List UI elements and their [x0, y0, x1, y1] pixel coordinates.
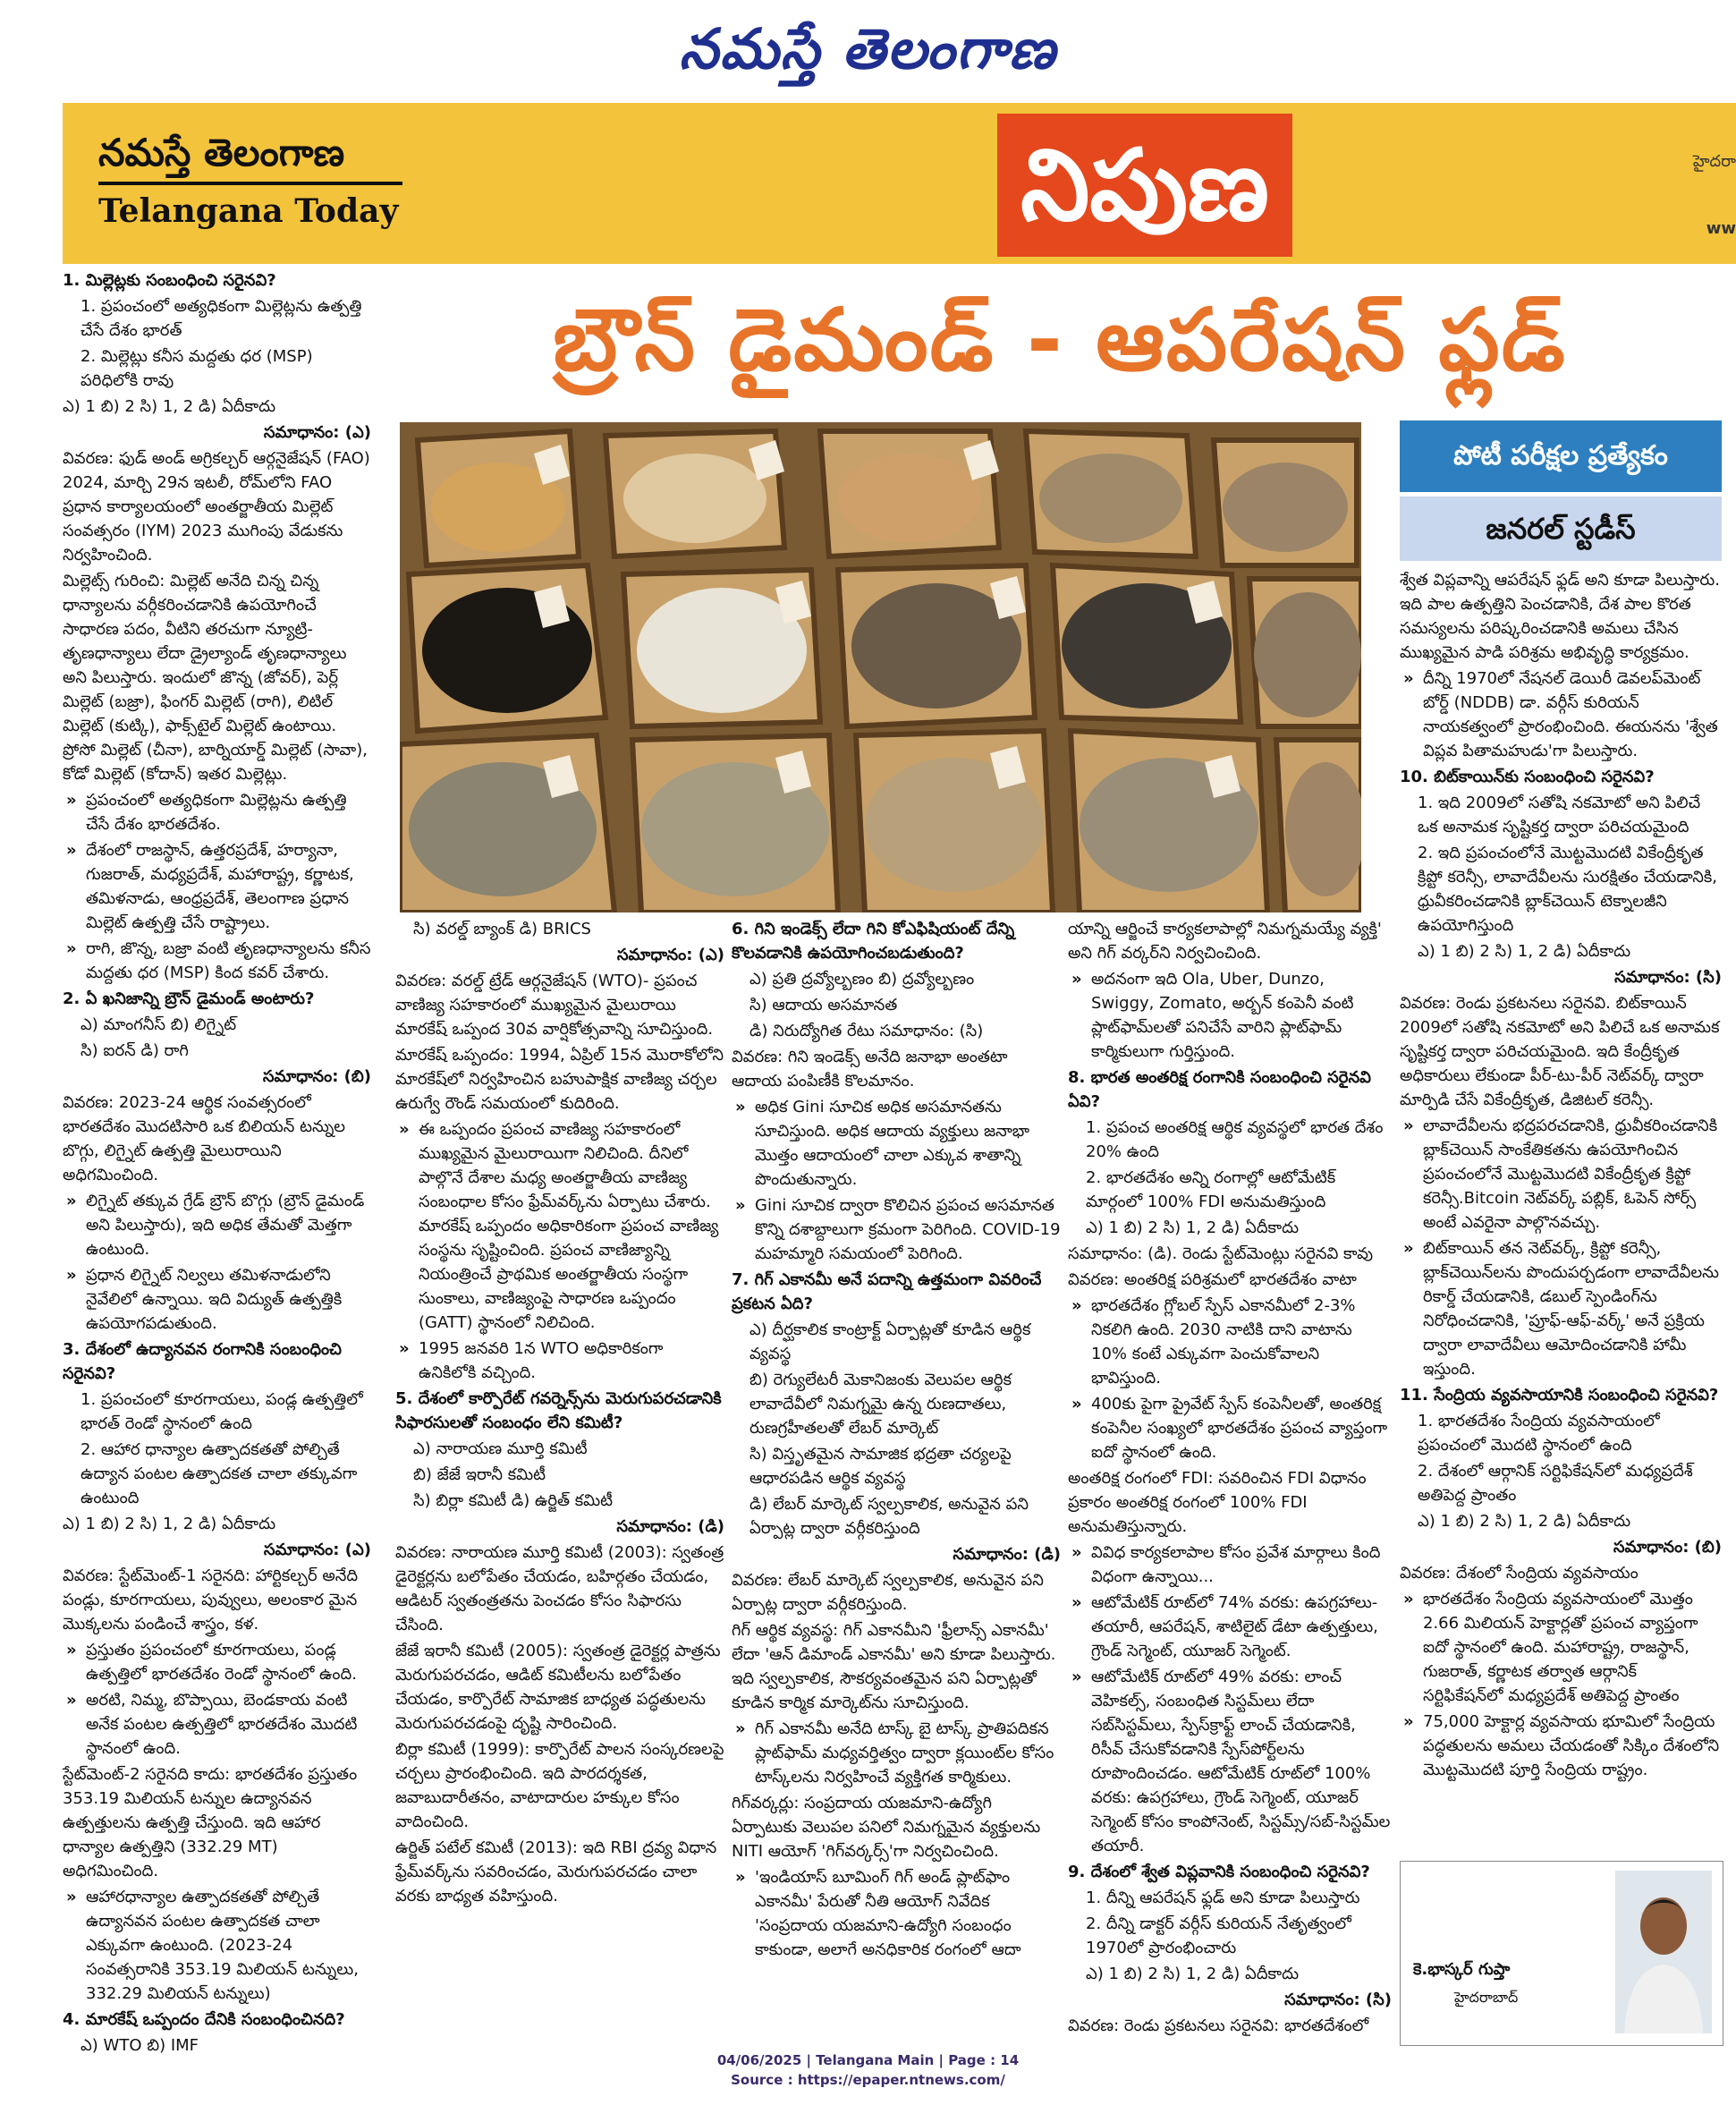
article-paragraph: » గిగ్ ఎకానమీ అనేది టాస్క్ బై టాస్క్ ప్రాతిపదికన ప్లాట్‌ఫామ్ మధ్యవర్తిత్వం ద్వారా క్లయింట్‌ల కోసం టాస్క్‌లను నిర్వహించే వ్యక్తిగత కార్మికులు. [732, 1717, 1061, 1789]
article-paragraph: » 400కు పైగా ప్రైవేట్ స్పేస్ కంపెనీలతో, అంతరిక్ష కంపెనీల సంఖ్యలో భారతదేశం ప్రపంచ వ్యాప్తంగా ఐదో స్థానంలో ఉంది. [1068, 1392, 1392, 1464]
article-column-2 [395, 917, 724, 1910]
author-box [1400, 1861, 1723, 2046]
article-paragraph: వివరణ: దేశంలో సేంద్రియ వ్యవసాయం [1400, 1564, 1639, 1583]
article-column-4 [1068, 917, 1392, 2040]
article-column-3 [732, 917, 1061, 1964]
article-paragraph: వివరణ: రెండు ప్రకటనలు సరైనవి: భారతదేశంలో [1068, 2016, 1369, 2035]
page-footer [0, 2050, 1736, 2090]
article-paragraph: వివరణ: రెండు ప్రకటనలు సరైనవి. బిట్‌కాయిన్ 2009లో సతోషి నకమోటో అని పిలిచే ఒక అనామక సృష్టికర్త ద్వారా పరిచయమైంది. ఇది కేంద్రీకృత అధికారులు లేకుండా పీర్-టు-పీర్ నెట్‌వర్క్ ద్వారా మార్పిడి చేసే వికేంద్రీకృత, డిజిటల్ కరెన్సీ. [1400, 994, 1720, 1109]
general-studies-label: జనరల్ స్టడీస్ [1400, 497, 1722, 561]
article-paragraph: » ప్రపంచంలో అత్యధికంగా మిల్లెట్లను ఉత్పత్తి చేసే దేశం భారతదేశం. [63, 788, 371, 836]
article-paragraph: వివరణ: 2023-24 ఆర్థిక సంవత్సరంలో భారతదేశం మొదటిసారి ఒక బిలియన్ టన్నుల బొగ్గు, లిగ్నైట్ ఉత్పత్తి మైలురాయిని అధిగమించింది. [63, 1093, 346, 1184]
question-text: 2. ఏ ఖనిజాన్ని బ్రౌన్ డైమండ్ అంటారు? [63, 989, 315, 1008]
answer-text: సమాధానం: (ఎ) [263, 1541, 371, 1559]
article-paragraph: » అదనంగా ఇది Ola, Uber, Dunzo, Swiggy, Zomato, అర్బన్ కంపెనీ వంటి ప్లాట్‌ఫామ్‌లతో పనిచేసే వారిని ప్లాట్‌ఫామ్ కార్మికులుగా గుర్తిస్తుంది. [1068, 967, 1392, 1064]
article-paragraph: వివరణ: నారాయణ మూర్తి కమిటీ (2003): స్వతంత్ర డైరెక్టర్లను బలోపేతం చేయడం, బహిర్గతం చేయడం, ఆడిటర్ స్వతంత్రతను పెంచడం కోసం సిఫారసు చేసింది. [395, 1543, 724, 1634]
article-paragraph: బిర్లా కమిటీ (1999): కార్పొరేట్ పాలన సంస్కరణలపై చర్చలు ప్రారంభించింది. ఇది పారదర్శకత, జవాబుదారీతనం, వాటాదారుల హక్కుల కోసం వాదించింది. [395, 1740, 724, 1831]
answer-text: సమాధానం: (డి) [616, 1517, 724, 1536]
article-paragraph: » వివిధ కార్యకలాపాల కోసం ప్రవేశ మార్గాలు కింది విధంగా ఉన్నాయి... [1068, 1541, 1392, 1589]
article-paragraph: 1. ప్రపంచంలో కూరగాయలు, పండ్ల ఉత్పత్తిలో భారత్ రెండో స్థానంలో ఉంది [80, 1390, 363, 1433]
article-paragraph: ఎ) 1 బి) 2 సి) 1, 2 డి) ఏదీకాదు [1086, 1218, 1300, 1237]
article-paragraph: సమాధానం: (డి). రెండు స్టేట్‌మెంట్లు సరైనవి కావు [1068, 1244, 1374, 1263]
article-paragraph: వివరణ: ఫుడ్ అండ్ అగ్రికల్చర్ ఆర్గనైజేషన్ (FAO) 2024, మార్చి 29న ఇటలీ, రోమ్‌లోని FAO ప్రధాన కార్యాలయంలో అంతర్జాతీయ మిల్లెట్ సంవత్సరం (IYM) 2023 ముగింపు వేడుకను నిర్వహించింది. [63, 449, 370, 564]
headline: బ్రౌన్ డైమండ్ - ఆపరేషన్ ఫ్లడ్ [553, 290, 1567, 390]
article-paragraph: 1. ఇది 2009లో సతోషి నకమోటో అని పిలిచే ఒక అనామక సృష్టికర్త ద్వారా పరిచయమైంది [1418, 794, 1701, 836]
article-paragraph: డి) లేబర్ మార్కెట్ స్వల్పకాలిక, అనువైన పని ఏర్పాట్ల ద్వారా వర్గీకరిస్తుంది [749, 1495, 1029, 1538]
question-text: 5. దేశంలో కార్పొరేట్ గవర్నెన్స్‌ను మెరుగుపరచడానికి సిఫారసులతో సంబంధం లేని కమిటీ? [395, 1389, 722, 1432]
special-label: పోటీ పరీక్షల ప్రత్యేకం [1400, 420, 1722, 492]
article-paragraph: యాన్ని ఆర్జించే కార్యకలాపాల్లో నిమగ్నమయ్యే వ్యక్తి' అని గిగ్ వర్కర్‌ని నిర్వచించింది. [1068, 920, 1382, 963]
article-paragraph: బి) రెగ్యులేటరీ మెకానిజంకు వెలుపల ఆర్థిక లావాదేవీలో నిమగ్నమై ఉన్న రుణదాతలు, రుణగ్రహీతలతో లేబర్ మార్కెట్ [749, 1371, 1012, 1438]
article-paragraph: 1. భారతదేశం సేంద్రియ వ్యవసాయంలో ప్రపంచంలో మొదటి స్థానంలో ఉంది [1418, 1412, 1660, 1455]
article-paragraph: » ప్రధాన లిగ్నైట్ నిల్వలు తమిళనాడులోని నైవేలిలో ఉన్నాయి. ఇది విద్యుత్ ఉత్పత్తికి ఉపయోగపడుతుంది. [63, 1263, 371, 1336]
question-text: 3. దేశంలో ఉద్యానవన రంగానికి సంబంధించి సరైనవి? [63, 1340, 342, 1383]
article-paragraph: డి) నిరుద్యోగిత రేటు సమాధానం: (సి) [749, 1022, 984, 1040]
author-city: హైదరాబాద్ [1454, 1989, 1519, 2006]
article-paragraph: » అధిక Gini సూచిక అధిక అసమానతను సూచిస్తుంది. అధిక ఆదాయ వ్యక్తులు జనాభా మొత్తం ఆదాయంలో చాలా ఎక్కువ శాతాన్ని పొందుతున్నారు. [732, 1095, 1061, 1192]
article-paragraph: శ్వేత విప్లవాన్ని ఆపరేషన్ ఫ్లడ్ అని కూడా పిలుస్తారు. ఇది పాల ఉత్పత్తిని పెంచడానికి, దేశ పాల కొరత సమస్యలను పరిష్కరించడానికి అమలు చేసిన ముఖ్యమైన పాడి పరిశ్రమ అభివృద్ధి కార్యక్రమం. [1400, 571, 1720, 662]
article-paragraph: మారకేష్ ఒప్పందం: 1994, ఏప్రిల్ 15న మొరాకోలోని మారకేష్‌లో నిర్వహించిన బహుపాక్షిక వాణిజ్య చర్చల ఉరుగ్వే రౌండ్ సమయంలో కుదిరింది. [395, 1046, 724, 1113]
article-paragraph: వివరణ: స్టేట్‌మెంట్-1 సరైనది: హార్టికల్చర్ అనేది పండ్లు, కూరగాయలు, పువ్వులు, అలంకార మైన మొక్కలను పండించే శాస్త్రం, కళ. [63, 1566, 359, 1634]
article-paragraph: సి) ఆదాయ అసమానత [749, 996, 898, 1014]
article-paragraph: వివరణ: లేబర్ మార్కెట్ స్వల్పకాలిక, అనువైన పని ఏర్పాట్ల ద్వారా వర్గీకరిస్తుంది. [732, 1571, 1044, 1614]
millets-baskets-image [400, 422, 1361, 912]
question-text: 9. దేశంలో శ్వేత విప్లవానికి సంబంధించి సరైనవి? [1068, 1863, 1370, 1881]
article-paragraph: సి) విస్తృతమైన సామాజిక భద్రతా చర్యలపై ఆధారపడిన ఆర్థిక వ్యవస్థ [749, 1445, 1012, 1488]
article-paragraph: » భారతదేశం గ్లోబల్ స్పేస్ ఎకానమీలో 2-3% నికలిగి ఉంది. 2030 నాటికి దాని వాటాను 10% కంటే ఎక్కువగా పెంచుకోవాలని భావిస్తుంది. [1068, 1294, 1392, 1390]
article-paragraph: సి) ఐరన్ డి) రాగి [80, 1041, 189, 1060]
answer-text: సమాధానం: (బి) [262, 1067, 371, 1086]
article-paragraph: » 1995 జనవరి 1న WTO అధికారికంగా ఉనికిలోకి వచ్చింది. [395, 1337, 724, 1385]
article-paragraph: » అరటి, నిమ్మ, బొప్పాయి, బెండకాయ వంటి అనేక పంటల ఉత్పత్తిలో భారతదేశం మొదటి స్థానంలో ఉంది. [63, 1688, 371, 1761]
article-paragraph: 2. ఇది ప్రపంచంలోనే మొట్టమొదటి వికేంద్రీకృత క్రిప్టో కరెన్సీ, లావాదేవీలను సురక్షితం చేయడానికి, ధ్రువీకరించడానికి బ్లాక్‌చెయిన్ టెక్నాలజీని ఉపయోగిస్తుంది [1418, 844, 1717, 935]
article-paragraph: 1. ప్రపంచ అంతరిక్ష ఆర్థిక వ్యవస్థలో భారత దేశం 20% ఉంది [1086, 1118, 1384, 1161]
article-paragraph: ఎ) ప్రతి ద్రవ్యోల్బణం బి) ద్రవ్యోల్బణం [749, 970, 975, 989]
answer-text: సమాధానం: (సి) [1284, 1990, 1392, 2009]
banner-city: హైదరా [1692, 152, 1736, 171]
article-paragraph: సి) బిర్లా కమిటీ డి) ఉర్జిత్ కమిటీ [413, 1491, 614, 1510]
answer-text: సమాధానం: (ఎ) [616, 946, 724, 964]
article-paragraph: » 75,000 హెక్టార్ల వ్యవసాయ భూమిలో సేంద్రియ పద్ధతులను అమలు చేయడంతో సిక్కిం దేశంలోని మొట్టమొదటి పూర్తి సేంద్రియ రాష్ట్రం. [1400, 1710, 1722, 1782]
answer-text: సమాధానం: (బి) [1613, 1538, 1722, 1557]
article-paragraph: గిగ్‌వర్కర్లు: సంప్రదాయ యజమాని-ఉద్యోగి ఏర్పాటుకు వెలుపల పనిలో నిమగ్నమైన వ్యక్తులను NITI ఆయోగ్ 'గిగ్‌వర్కర్స్'గా నిర్వచించింది. [732, 1794, 1041, 1861]
article-paragraph: 1. దీన్ని ఆపరేషన్ ఫ్లడ్ అని కూడా పిలుస్తారు [1086, 1889, 1360, 1907]
article-paragraph: సి) వరల్డ్ బ్యాంక్ డి) BRICS [413, 920, 591, 938]
article-paragraph: » లిగ్నైట్ తక్కువ గ్రేడ్ బ్రౌన్ బొగ్గు (బ్రౌన్ డైమండ్ అని పిలుస్తారు), ఇది అధిక తేమతో మెత్తగా ఉంటుంది. [63, 1189, 371, 1261]
article-paragraph: » లావాదేవీలను భద్రపరచడానికి, ధ్రువీకరించడానికి బ్లాక్‌చెయిన్ సాంకేతికతను ఉపయోగించిన ప్రపంచంలోనే మొట్టమొదటి వికేంద్రీకృత క్రిప్టో కరెన్సీ.Bitcoin నెట్‌వర్క్ పబ్లిక్, ఓపెన్ సోర్స్ అంటే ఎవరైనా పాల్గొనవచ్చు. [1400, 1114, 1722, 1235]
footer-date-line: 04/06/2025 | Telangana Main | Page : 14 [716, 2052, 1020, 2068]
question-text: 6. గిని ఇండెక్స్ లేదా గిని కోఎఫిషియంట్ దేన్ని కొలవడానికి ఉపయోగించబడుతుంది? [732, 920, 1015, 963]
article-paragraph: అంతరిక్ష రంగంలో FDI: సవరించిన FDI విధానం ప్రకారం అంతరిక్ష రంగంలో 100% FDI అనుమతిస్తున్నారు. [1068, 1469, 1367, 1536]
article-paragraph: » బిట్‌కాయిన్ తన నెట్‌వర్క్, క్రిప్టో కరెన్సీ, బ్లాక్‌చెయిన్‌లను పొందుపర్చడంగా లావాదేవీలను రికార్డ్ చేయడానికి, డబుల్ స్పెండింగ్‌ను నిరోధించడానికి, 'ప్రూఫ్-ఆఫ్-వర్క్' అనే ప్రక్రియ ద్వారా లావాదేవీలు ఆమోదించడానికి హామీ ఇస్తుంది. [1400, 1236, 1722, 1381]
author-avatar-icon [1615, 1871, 1712, 2033]
article-paragraph: » దేశంలో రాజస్థాన్, ఉత్తరప్రదేశ్, హర్యానా, గుజరాత్, మధ్యప్రదేశ్, మహారాష్ట్ర, కర్ణాటక, తమిళనాడు, ఆంధ్రప్రదేశ్, తెలంగాణ ప్రధాన మిల్లెట్ ఉత్పత్తి చేసే రాష్ట్రాలు. [63, 838, 371, 935]
article-paragraph: వివరణ: వరల్డ్ ట్రేడ్ ఆర్గనైజేషన్ (WTO)- ప్రపంచ వాణిజ్య సహకారంలో ముఖ్యమైన మైలురాయి మారకేష్ ఒప్పంద 30వ వార్షికోత్సవాన్ని సూచిస్తుంది. [395, 972, 714, 1039]
article-paragraph: ఎ) 1 బి) 2 సి) 1, 2 డి) ఏదీకాదు [63, 397, 276, 416]
brand-divider [98, 182, 402, 185]
article-paragraph: వివరణ: అంతరిక్ష పరిశ్రమలో భారతదేశం వాటా [1068, 1270, 1357, 1289]
answer-text: సమాధానం: (డి) [953, 1545, 1061, 1564]
article-paragraph: » ఆటోమేటిక్ రూట్‌లో 49% వరకు: లాంచ్ వెహికల్స్, సంబంధిత సిస్టమ్‌లు లేదా సబ్‌సిస్టమ్‌లు, స్పేస్‌క్రాఫ్ట్ లాంచ్ చేయడానికి, రిసీవ్ చేసుకోవడానికి స్పేస్‌పోర్ట్‌లను రూపొందించడం. ఆటోమేటిక్ రూట్‌లో 100% వరకు: ఉపగ్రహాలు, గ్రౌండ్ సెగ్మెంట్, యూజర్ సెగ్మెంట్ కోసం కాంపోనెంట్, సిస్టమ్స్/సబ్-సిస్టమ్‌ల తయారీ. [1068, 1665, 1392, 1858]
question-text: 7. గిగ్ ఎకానమీ అనే పదాన్ని ఉత్తమంగా వివరించే ప్రకటన ఏది? [732, 1270, 1042, 1313]
article-paragraph: ఎ) 1 బి) 2 సి) 1, 2 డి) ఏదీకాదు [63, 1515, 276, 1533]
brand-telugu: నమస్తే తెలంగాణ [98, 131, 345, 174]
article-paragraph: జేజే ఇరానీ కమిటీ (2005): స్వతంత్ర డైరెక్టర్ల పాత్రను మెరుగుపరచడం, ఆడిట్ కమిటీలను బలోపేతం చేయడం, కార్పొరేట్ సామాజిక బాధ్యత పద్ధతులను మెరుగుపరచడంపై దృష్టి సారించింది. [395, 1642, 721, 1733]
article-paragraph: 2. దీన్ని డాక్టర్ వర్గీస్ కురియన్ నేతృత్వంలో 1970లో ప్రారంభించారు [1086, 1914, 1351, 1957]
article-paragraph: వివరణ: గిని ఇండెక్స్ అనేది జనాభా అంతటా ఆదాయ పంపిణీకి కొలమానం. [732, 1048, 1008, 1091]
article-paragraph: స్టేట్‌మెంట్-2 సరైనది కాదు: భారతదేశం ప్రస్తుతం 353.19 మిలియన్ టన్నుల ఉద్యానవన ఉత్పత్తులను ఉత్పత్తి చేస్తుంది. ఇది ఆహార ధాన్యాల ఉత్పత్తిని (332.29 MT) అధిగమించింది. [63, 1765, 358, 1880]
article-column-5 [1400, 568, 1722, 1784]
article-paragraph: 2. ఆహార ధాన్యాల ఉత్పాదకతతో పోల్చితే ఉద్యాన పంటల ఉత్పాదకత చాలా తక్కువగా ఉంటుంది [80, 1440, 358, 1507]
article-paragraph: » Gini సూచిక ద్వారా కొలిచిన ప్రపంచ అసమానత కొన్ని దశాబ్దాలుగా క్రమంగా పెరిగింది. COVID-19 మహమ్మారి సమయంలో పెరిగింది. [732, 1193, 1061, 1266]
article-paragraph: ఎ) 1 బి) 2 సి) 1, 2 డి) ఏదీకాదు [1418, 942, 1631, 961]
article-paragraph: ఎ) 1 బి) 2 సి) 1, 2 డి) ఏదీకాదు [1086, 1965, 1300, 1983]
author-name: కె.భాస్కర్ గుప్తా [1413, 1960, 1511, 1979]
article-paragraph: » ఆటోమేటిక్ రూట్‌లో 74% వరకు: ఉపగ్రహాలు-తయారీ, ఆపరేషన్, శాటిలైట్ డేటా ఉత్పత్తులు, గ్రౌండ్ సెగ్మెంట్, యూజర్ సెగ్మెంట్. [1068, 1591, 1392, 1663]
article-paragraph: ఎ) దీర్ఘకాలిక కాంట్రాక్ట్ ఏర్పాట్లతో కూడిన ఆర్థిక వ్యవస్థ [749, 1320, 1031, 1363]
article-paragraph: 2. మిల్లెట్లు కనీస మద్దతు ధర (MSP) పరిధిలోకి రావు [80, 347, 313, 390]
author-photo [1615, 1871, 1712, 2033]
article-paragraph: » ప్రస్తుతం ప్రపంచంలో కూరగాయలు, పండ్ల ఉత్పత్తిలో భారతదేశం రెండో స్థానంలో ఉంది. [63, 1638, 371, 1686]
section-title: నిపుణ [1020, 128, 1269, 242]
article-paragraph: బి) జేజే ఇరానీ కమిటీ [413, 1465, 546, 1484]
section-banner [63, 103, 1736, 264]
article-paragraph: » ఆహారధాన్యాల ఉత్పాదకతతో పోల్చితే ఉద్యానవన పంటల ఉత్పాదకత చాలా ఎక్కువగా ఉంటుంది. (2023-24 సంవత్సరానికి 353.19 మిలియన్ టన్నులు, 332.29 మిలియన్ టన్నులు) [63, 1885, 371, 2006]
article-paragraph: 1. ప్రపంచంలో అత్యధికంగా మిల్లెట్లను ఉత్పత్తి చేసే దేశం భారత్ [80, 297, 362, 340]
article-paragraph: ఎ) మాంగనీస్ బి) లిగ్నైట్ [80, 1015, 237, 1034]
article-paragraph: ఎ) WTO బి) IMF [80, 2036, 199, 2055]
article-paragraph: » రాగి, జొన్న, బజ్రా వంటి తృణధాన్యాలను కనీస మద్దతు ధర (MSP) కింద కవర్ చేశారు. [63, 937, 371, 985]
question-text: 11. సేంద్రియ వ్యవసాయానికి సంబంధించి సరైనవి? [1400, 1386, 1719, 1405]
banner-web: ww [1706, 219, 1736, 238]
brand-english: Telangana Today [98, 192, 399, 230]
article-paragraph: ఎ) నారాయణ మూర్తి కమిటీ [413, 1439, 588, 1458]
article-paragraph: » దీన్ని 1970లో నేషనల్ డెయిరీ డెవలప్‌మెంట్ బోర్డ్ (NDDB) డా. వర్గీస్ కురియన్ నాయకత్వంలో ప్రారంభించింది. ఈయనను 'శ్వేత విప్లవ పితామహుడు'గా పిలుస్తారు. [1400, 666, 1722, 763]
article-paragraph: » ఈ ఒప్పందం ప్రపంచ వాణిజ్య సహకారంలో ముఖ్యమైన మైలురాయిగా నిలిచింది. దీనిలో పాల్గొనే దేశాల మధ్య అంతర్జాతీయ వాణిజ్య సంబంధాల కోసం ఫ్రేమ్‌వర్క్‌ను ఏర్పాటు చేశారు. మారకేష్ ఒప్పందం అధికారికంగా ప్రపంచ వాణిజ్య సంస్థను సృష్టించింది. ప్రపంచ వాణిజ్యాన్ని నియంత్రించే ప్రాథమిక అంతర్జాతీయ సంస్థగా సుంకాలు, వాణిజ్యంపై సాధారణ ఒప్పందం (GATT) స్థానంలో నిలిచింది. [395, 1117, 724, 1335]
question-text: 1. మిల్లెట్లకు సంబంధించి సరైనవి? [63, 271, 276, 290]
question-text: 4. మారకేష్ ఒప్పందం దేనికి సంబంధించినది? [63, 2010, 345, 2029]
article-paragraph: మిల్లెట్స్ గురించి: మిల్లెట్ అనేది చిన్న చిన్న ధాన్యాలను వర్గీకరించడానికి ఉపయోగించే సాధారణ పదం, వీటిని తరచుగా న్యూట్రి-తృణధాన్యాలు లేదా డ్రైల్యాండ్ తృణధాన్యాలు అని పిలుస్తారు. ఇందులో జొన్న (జోవర్), పెర్ల్ మిల్లెట్ (బజ్రా), ఫింగర్ మిల్లెట్ (రాగి), లిటిల్ మిల్లెట్ (కుట్కి), ఫాక్స్‌టైల్ మిల్లెట్ ఉంటాయి. ప్రోసో మిల్లెట్ (చీనా), బార్నియార్డ్ మిల్లెట్ (సావా), కోడో మిల్లెట్ (కోదాన్) ఇతర మిల్లెట్లు. [63, 572, 368, 784]
article-paragraph: ఎ) 1 బి) 2 సి) 1, 2 డి) ఏదీకాదు [1418, 1512, 1631, 1531]
question-text: 8. భారత అంతరిక్ష రంగానికి సంబంధించి సరైనవి ఏవి? [1068, 1068, 1371, 1111]
article-paragraph: గిగ్ ఆర్థిక వ్యవస్థ: గిగ్ ఎకానమీని 'ఫ్రీలాన్స్ ఎకానమీ' లేదా 'ఆన్ డిమాండ్ ఎకానమీ' అని కూడా పిలుస్తారు. ఇది స్వల్పకాలిక, సౌకర్యవంతమైన పని ఏర్పాట్లతో కూడిన కార్మిక మార్కెట్‌ను సూచిస్తుంది. [732, 1621, 1056, 1712]
article-paragraph: » 'ఇండియాస్ బూమింగ్ గిగ్ అండ్ ప్లాట్‌ఫాం ఎకానమీ' పేరుతో నీతి ఆయోగ్ నివేదిక 'సంప్రదాయ యజమాని-ఉద్యోగి సంబంధం కాకుండా, అలాగే అనధికారిక రంగంలో ఆదా [732, 1865, 1061, 1962]
newspaper-logo: నమస్తే తెలంగాణ [679, 16, 1057, 81]
article-column-1 [63, 268, 371, 2059]
masthead [0, 0, 1736, 98]
footer-source-line: Source : https://epaper.ntnews.com/ [731, 2072, 1005, 2088]
article-paragraph: 2. దేశంలో ఆర్గానిక్ సర్టిఫికేషన్‌లో మధ్యప్రదేశ్ అతిపెద్ద ప్రాంతం [1418, 1462, 1693, 1505]
answer-text: సమాధానం: (ఎ) [263, 423, 371, 442]
answer-text: సమాధానం: (సి) [1614, 968, 1722, 987]
millets-photo [400, 422, 1361, 912]
article-paragraph: ఉర్జిత్ పటేల్ కమిటీ (2013): ఇది RBI ద్రవ్య విధాన ఫ్రేమ్‌వర్క్‌ను సవరించడం, మెరుగుపరచడం చాలా వరకు బాధ్యత వహిస్తుంది. [395, 1838, 717, 1906]
article-paragraph: » భారతదేశం సేంద్రియ వ్యవసాయంలో మొత్తం 2.66 మిలియన్ హెక్టార్లతో ప్రపంచ వ్యాప్తంగా ఐదో స్థానంలో ఉంది. మహారాష్ట్ర, రాజస్థాన్, గుజరాత్, కర్ణాటక తర్వాత ఆర్గానిక్ సర్టిఫికేషన్‌లో మధ్యప్రదేశ్ అతిపెద్ద ప్రాంతం [1400, 1587, 1722, 1708]
brand-block [98, 128, 456, 233]
question-text: 10. బిట్‌కాయిన్‌కు సంబంధించి సరైనవి? [1400, 768, 1655, 786]
article-paragraph: 2. భారతదేశం అన్ని రంగాల్లో ఆటోమేటిక్ మార్గంలో 100% FDI అనుమతిస్తుంది [1086, 1168, 1336, 1211]
section-title-box [997, 114, 1292, 257]
